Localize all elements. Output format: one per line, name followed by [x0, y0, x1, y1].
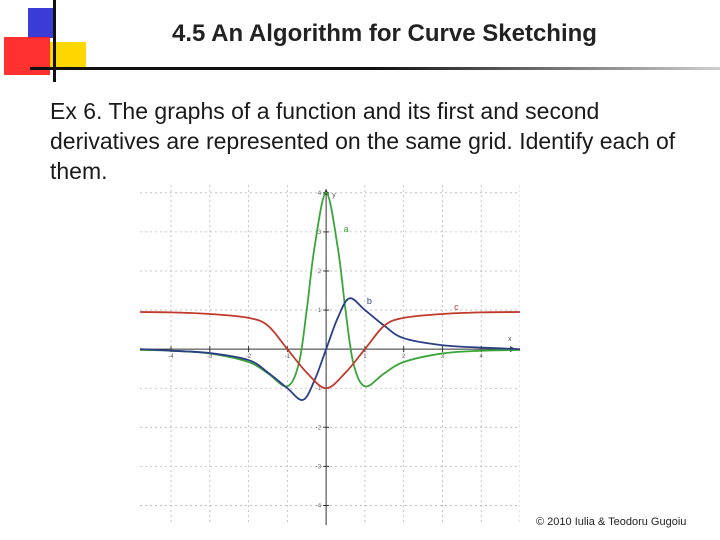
y-tick-label: -3: [315, 464, 322, 471]
y-tick-label: 3: [317, 229, 322, 236]
x-tick-label: -4: [168, 354, 174, 361]
series-label-c: c: [454, 302, 459, 313]
y-tick-label: 4: [317, 190, 322, 197]
y-tick-label: 2: [317, 268, 322, 275]
x-tick-label: 2: [402, 354, 406, 361]
y-tick-label: -1: [315, 386, 322, 393]
copyright-notice: © 2010 Iulia & Teodoru Gugoiu: [536, 516, 687, 528]
x-tick-label: -2: [245, 354, 252, 361]
slide-title: 4.5 An Algorithm for Curve Sketching: [172, 20, 597, 47]
function-graph: [140, 185, 520, 525]
series-line-a: [140, 190, 520, 387]
series-line-c: [140, 312, 520, 388]
x-tick-label: 4: [479, 354, 483, 361]
decor-horizontal-line: [30, 67, 720, 70]
series-label-a: a: [343, 223, 349, 234]
exercise-text: Ex 6. The graphs of a function and its first and second derivatives are represented on the same grid. Identify each of them.: [50, 98, 676, 184]
y-axis-label: y: [332, 192, 336, 199]
y-tick-label: -2: [315, 425, 322, 432]
x-tick-label: 1: [363, 354, 367, 361]
x-tick-label: -3: [207, 354, 213, 361]
decor-blue-square: [28, 8, 54, 38]
series-label-b: b: [366, 296, 372, 307]
y-tick-label: 1: [317, 308, 322, 315]
y-tick-label: -4: [315, 503, 322, 510]
x-tick-label: -1: [284, 354, 291, 361]
x-tick-label: 3: [440, 354, 445, 361]
x-axis-label: x: [508, 336, 512, 344]
